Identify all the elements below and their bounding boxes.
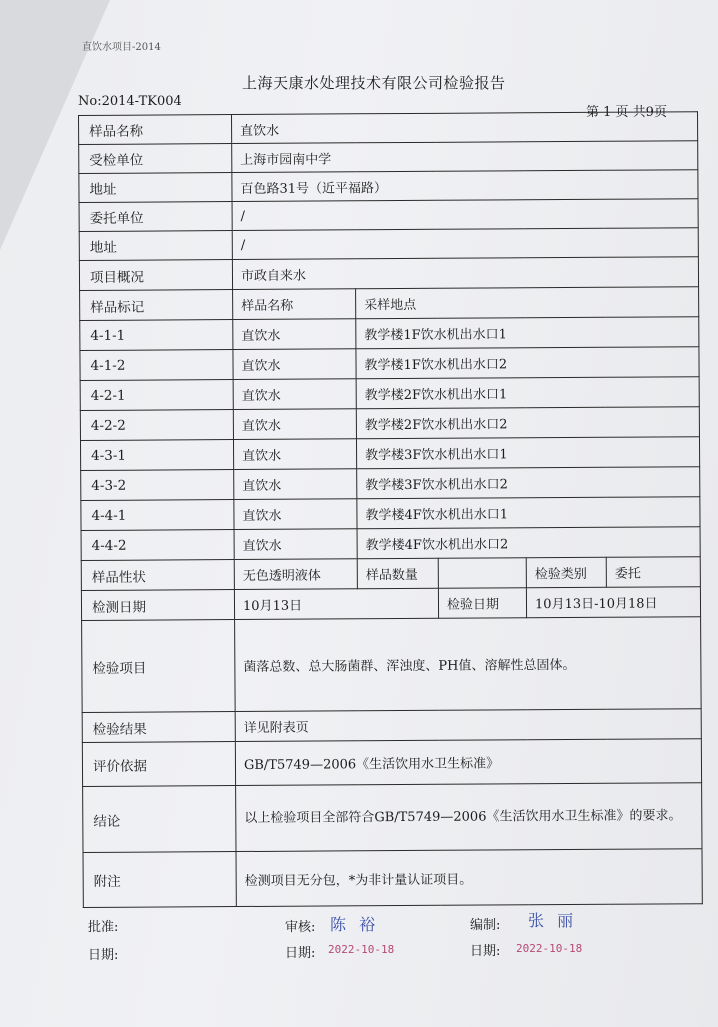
compile-label: 编制:: [470, 918, 501, 933]
sample-name: 直饮水: [233, 409, 356, 440]
inspection-result-value: 详见附表页: [235, 709, 701, 742]
table-row: [79, 199, 698, 232]
report-title: 上海天康水处理技术有限公司检验报告: [242, 74, 506, 92]
conclusion-label: 结论: [83, 786, 236, 853]
report-number: No:2014-TK004: [78, 94, 182, 109]
inspection-items-label: 检验项目: [82, 620, 236, 713]
sample-quantity-value: [438, 558, 526, 589]
overview-label: 项目概况: [79, 260, 232, 291]
review-date-label: 日期:: [285, 946, 316, 961]
entrust-unit-value: /: [232, 199, 698, 231]
doc-tag: 直饮水项目-2014: [82, 42, 161, 53]
table-row: [80, 317, 699, 351]
sample-name: 直饮水: [234, 469, 357, 500]
conclusion-value: 以上检验项目全部符合GB/T5749—2006《生活饮用水卫生标准》的要求。: [236, 783, 702, 852]
sample-name: 直饮水: [234, 499, 357, 530]
sample-nature-label: 样品性状: [81, 560, 234, 591]
sample-name: 直饮水: [233, 439, 356, 470]
table-row: [83, 849, 702, 908]
sampling-location: 教学楼3F饮水机出水口1: [356, 437, 699, 469]
table-row: [83, 783, 702, 853]
inspection-date-label: 检验日期: [438, 588, 526, 619]
sample-nature-value: 无色透明液体: [234, 559, 357, 590]
inspection-items-value: 菌落总数、总大肠菌群、浑浊度、PH值、溶解性总固体。: [235, 617, 702, 712]
table-row: [80, 287, 699, 321]
table-row: [79, 141, 698, 174]
table-row: [81, 587, 700, 621]
sample-mark: 4-3-2: [81, 470, 234, 501]
address2-label: 地址: [79, 231, 232, 261]
report-table: [78, 111, 703, 908]
table-row: [81, 497, 700, 531]
inspection-result-label: 检验结果: [82, 712, 235, 743]
sample-mark: 4-3-1: [80, 440, 233, 471]
inspection-type-label: 检验类别: [526, 557, 606, 587]
compiler-signature: 张 丽: [528, 911, 578, 930]
table-row: [80, 437, 699, 471]
sample-name: 直饮水: [233, 379, 356, 410]
table-row: [81, 527, 700, 561]
table-row: [80, 347, 699, 381]
sampling-location: 教学楼1F饮水机出水口1: [356, 317, 699, 349]
sample-mark: 4-1-2: [80, 350, 233, 381]
overview-value: 市政自来水: [232, 257, 698, 290]
sample-name: 直饮水: [233, 349, 356, 380]
sample-quantity-label: 样品数量: [357, 558, 438, 588]
table-row: [82, 617, 702, 713]
address-value: 百色路31号（近平福路）: [232, 170, 698, 202]
note-label: 附注: [83, 852, 236, 908]
approve-date-label: 日期:: [88, 948, 119, 963]
address2-value: /: [232, 228, 698, 260]
sample-mark: 4-4-2: [81, 530, 234, 561]
evaluation-basis-value: GB/T5749—2006《生活饮用水卫生标准》: [235, 739, 701, 786]
approve-label: 批准:: [88, 920, 119, 935]
sample-mark: 4-2-1: [80, 380, 233, 411]
inspection-date-value: 10月13日-10月18日: [526, 587, 700, 618]
table-row: [79, 228, 698, 261]
sampling-location: 教学楼1F饮水机出水口2: [356, 347, 699, 379]
sample-mark: 4-4-1: [81, 500, 234, 531]
table-row: [82, 709, 701, 743]
sampling-location: 教学楼2F饮水机出水口2: [356, 407, 699, 439]
reviewer-signature: 陈 裕: [330, 915, 380, 934]
sample-name-label: 样品名称: [79, 115, 232, 145]
sample-name-header: 样品名称: [233, 289, 356, 320]
inspected-unit-value: 上海市园南中学: [232, 141, 698, 173]
table-row: [81, 557, 700, 591]
sampling-location: 教学楼4F饮水机出水口1: [357, 497, 700, 529]
table-row: [80, 407, 699, 441]
address-label: 地址: [79, 173, 232, 203]
table-row: [79, 112, 698, 145]
table-row: [81, 467, 700, 501]
sampling-location: 教学楼4F饮水机出水口2: [357, 527, 700, 559]
table-row: [79, 257, 698, 291]
sample-name: 直饮水: [234, 529, 357, 560]
review-label: 审核:: [285, 920, 316, 935]
inspection-type-value: 委托: [606, 557, 700, 588]
page-info: 第 1 页 共9页: [586, 105, 667, 120]
compile-date-label: 日期:: [470, 944, 501, 959]
test-date-value: 10月13日: [234, 588, 438, 619]
note-value: 检测项目无分包，*为非计量认证项目。: [236, 849, 702, 907]
sampling-location: 教学楼2F饮水机出水口1: [356, 377, 699, 409]
sampling-location: 教学楼3F饮水机出水口2: [357, 467, 700, 499]
sample-mark: 4-1-1: [80, 320, 233, 351]
test-date-label: 检测日期: [81, 590, 234, 621]
table-row: [82, 739, 701, 787]
sampling-location-header: 采样地点: [356, 287, 699, 319]
table-row: [79, 170, 698, 203]
inspected-unit-label: 受检单位: [79, 144, 232, 174]
table-row: [80, 377, 699, 411]
sample-name: 直饮水: [233, 319, 356, 350]
evaluation-basis-label: 评价依据: [82, 742, 235, 787]
sample-mark: 4-2-2: [80, 410, 233, 441]
entrust-unit-label: 委托单位: [79, 202, 232, 232]
sample-name-value: 直饮水: [232, 112, 698, 144]
sample-mark-header: 样品标记: [80, 290, 233, 321]
compile-date: 2022-10-18: [516, 942, 583, 955]
review-date: 2022-10-18: [328, 943, 395, 956]
